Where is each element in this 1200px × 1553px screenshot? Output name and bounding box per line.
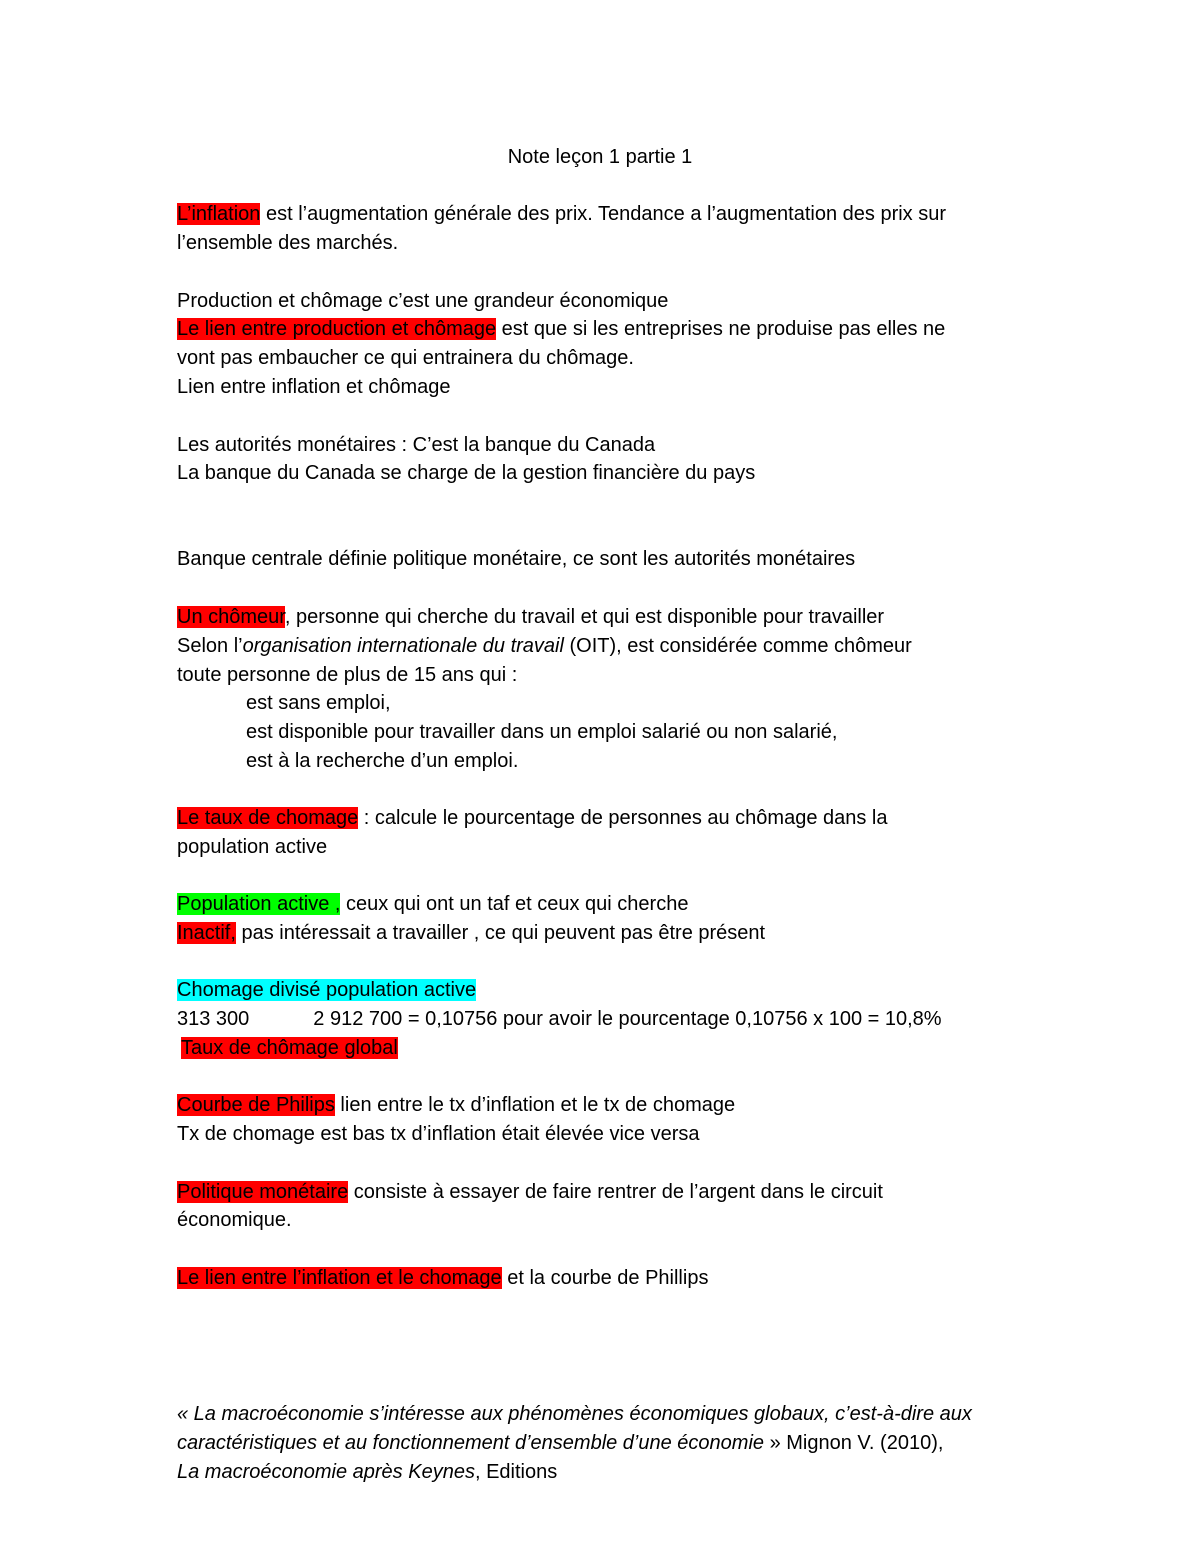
highlight-calcul: Chomage divisé population active [177,979,477,1001]
banque-centrale-line: Banque centrale définie politique monétaire, ce sont les autorités monétaires [177,548,856,570]
politique-line: Politique monétaire consiste à essayer de faire rentrer de l’argent dans le circuit [177,1181,883,1203]
population-active-line: Population active , ceux qui ont un taf et ceux qui cherche [177,893,689,915]
production-line: Production et chômage c’est une grandeur économique [177,290,669,312]
politique-cont: économique. [177,1209,292,1231]
highlight-taux-global: Taux de chômage global [181,1037,398,1059]
criteria-item: est sans emploi, [246,692,391,714]
criteria-item: est à la recherche d’un emploi. [246,750,519,772]
quote-line-2: caractéristiques et au fonctionnement d’ensemble d’une économie » Mignon V. (2010), [177,1432,944,1454]
criteria-item: est disponible pour travailler dans un emploi salarié ou non salarié, [246,721,838,743]
quote-line-3: La macroéconomie après Keynes, Editions [177,1461,558,1483]
calcul-title [177,976,476,1004]
calcul-line: 313 300 2 912 700 = 0,10756 pour avoir le pourcentage 0,10756 x 100 = 10,8% [177,1008,942,1030]
inflation-definition: L’inflation est l’augmentation générale des prix. Tendance a l’augmentation des prix sur [177,203,947,225]
highlight-taux-chomage: Le taux de chomage [177,807,359,829]
highlight-population-active: Population active , [177,893,341,915]
highlight-inflation: L’inflation [177,203,261,225]
taux-chomage-cont: population active [177,836,328,858]
highlight-inactif: Inactif, [177,922,236,944]
production-link-cont: vont pas embaucher ce qui entrainera du chômage. [177,347,634,369]
lien-final-line: Le lien entre l’inflation et le chomage et la courbe de Phillips [177,1267,709,1289]
oit-line-cont: toute personne de plus de 15 ans qui : [177,664,518,686]
highlight-philips: Courbe de Philips [177,1094,335,1116]
inflation-definition-cont: l’ensemble des marchés. [177,232,399,254]
highlight-politique: Politique monétaire [177,1181,349,1203]
highlight-chomeur: Un chômeur [177,606,285,628]
production-link: Le lien entre production et chômage est que si les entreprises ne produise pas elles ne [177,318,946,340]
highlight-production-link: Le lien entre production et chômage [177,318,497,340]
chomeur-definition: Un chômeur, personne qui cherche du travail et qui est disponible pour travailler [177,606,885,628]
inactif-line: Inactif, pas intéressait a travailler , ce qui peuvent pas être présent [177,922,766,944]
quote-line-1: « La macroéconomie s’intéresse aux phénomènes économiques globaux, c’est-à-dire aux [177,1403,972,1425]
taux-global-line [181,1034,398,1062]
highlight-lien-final: Le lien entre l’inflation et le chomage [177,1267,502,1289]
philips-cont: Tx de chomage est bas tx d’inflation était élevée vice versa [177,1123,700,1145]
page-title: Note leçon 1 partie 1 [507,146,693,168]
banque-canada-line: La banque du Canada se charge de la gestion financière du pays [177,462,756,484]
oit-line: Selon l’organisation internationale du travail (OIT), est considérée comme chômeur [177,635,912,657]
philips-line: Courbe de Philips lien entre le tx d’inflation et le tx de chomage [177,1094,736,1116]
inflation-chomage-line: Lien entre inflation et chômage [177,376,451,398]
autorites-line: Les autorités monétaires : C’est la banque du Canada [177,434,656,456]
taux-chomage-definition: Le taux de chomage : calcule le pourcentage de personnes au chômage dans la [177,807,888,829]
